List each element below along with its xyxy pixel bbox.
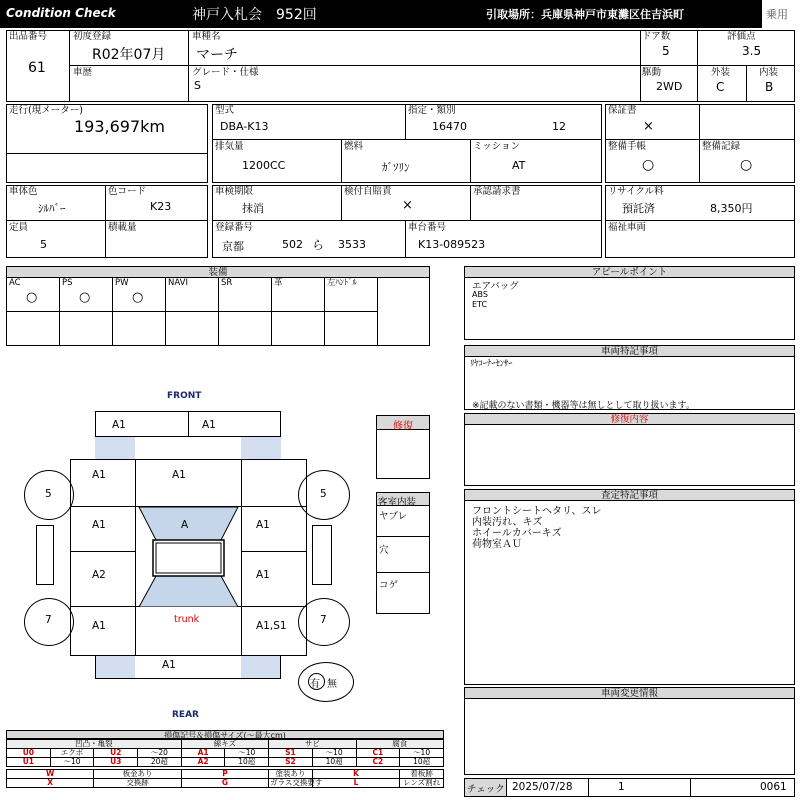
legend-code: C2 bbox=[356, 758, 400, 767]
appeal-line-3: ETC bbox=[472, 300, 488, 309]
capacity-value: 5 bbox=[40, 238, 47, 251]
displacement-value: 1200CC bbox=[242, 159, 286, 172]
score-value: 3.5 bbox=[742, 44, 762, 58]
car-name-value: マーチ bbox=[196, 47, 238, 63]
equipment-label: PS bbox=[62, 278, 73, 288]
grade-value: S bbox=[194, 79, 201, 92]
tire-front-right-value: 5 bbox=[320, 488, 327, 500]
equipment-label: 革 bbox=[274, 278, 283, 288]
equipment-cell-lower bbox=[324, 311, 378, 346]
special-text: ﾘﾔｺｰﾅｰｾﾝｻｰ bbox=[470, 359, 513, 369]
transmission-label: ミッション bbox=[473, 141, 521, 152]
interior-item-hole: 穴 bbox=[379, 545, 389, 556]
legend-desc: 塗装あり bbox=[269, 770, 313, 779]
special-title: 車両特記事項 bbox=[465, 346, 794, 357]
legend-group-scratch: 線キズ bbox=[181, 740, 268, 749]
interior-label: 内装 bbox=[759, 67, 779, 78]
rear-door-right-code: A1 bbox=[256, 569, 270, 581]
legend-code: U0 bbox=[7, 749, 51, 758]
color-label: 車体色 bbox=[9, 186, 38, 197]
appeal-title: アピールポイント bbox=[465, 267, 794, 278]
manual-value: ○ bbox=[642, 157, 655, 173]
equipment-label: AC bbox=[9, 278, 21, 288]
legend-desc: ～10 bbox=[225, 749, 269, 758]
appeal-line-2: ABS bbox=[472, 290, 488, 299]
tire-front-left-value: 5 bbox=[45, 488, 52, 500]
equipment-mark: ○ bbox=[132, 290, 144, 305]
check-num: 1 bbox=[618, 781, 625, 793]
legend-code: S2 bbox=[269, 758, 313, 767]
inspection-label: 車検期限 bbox=[215, 186, 254, 197]
equipment-title: 装備 bbox=[7, 267, 429, 278]
exterior-value: C bbox=[716, 80, 725, 94]
cabin-drawing bbox=[135, 506, 242, 607]
first-reg-label: 初度登録 bbox=[73, 31, 112, 42]
legend-code: U1 bbox=[7, 758, 51, 767]
windshield-code: A bbox=[181, 519, 189, 531]
color-code-label: 色コード bbox=[108, 186, 147, 197]
check-date: 2025/07/28 bbox=[512, 781, 573, 793]
windshield-shape bbox=[139, 507, 238, 540]
interior-value: B bbox=[765, 80, 774, 94]
legend-desc: ～10 bbox=[50, 758, 94, 767]
maint-label: 整備記録 bbox=[702, 141, 741, 152]
legend-group-rust: サビ bbox=[269, 740, 356, 749]
legend-desc: ガラス交換要す bbox=[270, 778, 323, 787]
roof-inner-shape bbox=[156, 543, 221, 573]
designation-value-1: 16470 bbox=[432, 120, 467, 133]
grade-label: グレード・仕様 bbox=[192, 67, 259, 78]
warranty-extra-cell bbox=[699, 104, 795, 140]
mileage-note-cell bbox=[6, 153, 208, 183]
interior-item-burn: コゲ bbox=[379, 580, 399, 591]
check-code: 0061 bbox=[760, 781, 787, 793]
recycle-status: 預託済 bbox=[622, 202, 655, 215]
auction-name: 神戸入札会 952回 bbox=[192, 7, 317, 23]
rear-bumper bbox=[95, 655, 281, 679]
recycle-fee: 8,350円 bbox=[710, 202, 753, 215]
change-panel bbox=[464, 687, 795, 775]
rear-label: REAR bbox=[172, 710, 199, 720]
score-label: 評価点 bbox=[727, 31, 756, 42]
first-reg-value: R02年07月 bbox=[92, 47, 166, 63]
model-value: DBA-K13 bbox=[220, 120, 269, 133]
car-name-cell bbox=[188, 30, 641, 66]
equipment-cell-lower bbox=[59, 311, 113, 346]
hood-code: A1 bbox=[172, 469, 186, 481]
doors-label: ドア数 bbox=[642, 31, 671, 42]
designation-label: 指定・類別 bbox=[408, 105, 456, 116]
plate-number: 3533 bbox=[338, 238, 366, 251]
legend-desc: 20超 bbox=[138, 758, 182, 767]
car-name-label: 車種名 bbox=[192, 31, 221, 42]
equipment-cell-lower bbox=[271, 311, 325, 346]
fuel-label: 燃料 bbox=[344, 141, 364, 152]
legend-desc: 10超 bbox=[225, 758, 269, 767]
repair-label: 修復 bbox=[393, 421, 413, 432]
legend-code: C1 bbox=[356, 749, 400, 758]
front-bumper-right-code: A1 bbox=[202, 419, 216, 431]
history-label: 車歴 bbox=[73, 67, 93, 78]
front-bumper-left bbox=[95, 411, 189, 437]
interior-item-tear: ヤブレ bbox=[379, 511, 408, 522]
legend-desc: 交換跡 bbox=[94, 779, 181, 788]
spare-tire-no: 無 bbox=[327, 679, 337, 690]
mileage-label: 走行(現メーター) bbox=[9, 105, 83, 116]
front-door-right bbox=[241, 506, 307, 552]
legend-group-corrosion: 腐食 bbox=[356, 740, 444, 749]
inspector-line-3: ホイールカバーキズ bbox=[472, 528, 562, 539]
legend-code: U3 bbox=[94, 758, 138, 767]
change-title: 車両変更情報 bbox=[465, 688, 794, 699]
model-label: 型式 bbox=[215, 105, 235, 116]
recycle-label: リサイクル料 bbox=[608, 186, 664, 197]
equipment-mark: ○ bbox=[79, 290, 91, 305]
equipment-label: 左ﾊﾝﾄﾞﾙ bbox=[327, 278, 357, 288]
plate-kana: ら bbox=[312, 238, 325, 252]
legend-desc: 10超 bbox=[312, 758, 356, 767]
trunk-label: trunk bbox=[174, 614, 200, 625]
legend-desc: 着板跡 bbox=[400, 770, 444, 779]
appeal-line-1: エアバッグ bbox=[472, 281, 519, 292]
legend-code: S1 bbox=[269, 749, 313, 758]
mileage-value: 193,697km bbox=[74, 117, 166, 136]
load-label: 積載量 bbox=[108, 222, 137, 233]
front-door-left-code: A1 bbox=[92, 519, 106, 531]
check-label: チェック bbox=[467, 784, 505, 795]
legend-code: U2 bbox=[94, 749, 138, 758]
quarter-left-code: A1 bbox=[92, 620, 106, 632]
legend-desc: ～20 bbox=[138, 749, 182, 758]
vehicle-category: 乗用 bbox=[766, 8, 788, 21]
equipment-label: SR bbox=[221, 278, 233, 288]
hood-panel bbox=[135, 459, 242, 507]
capacity-label: 定員 bbox=[9, 222, 29, 233]
legend-code: K bbox=[312, 770, 399, 779]
plate-label: 登録番号 bbox=[215, 222, 254, 233]
inspector-line-2: 内装汚れ、キズ bbox=[472, 517, 543, 528]
legend-desc: エクボ bbox=[50, 749, 94, 758]
chassis-value: K13-089523 bbox=[418, 238, 486, 251]
interior-divider-2 bbox=[377, 572, 429, 573]
drive-value: 2WD bbox=[656, 80, 683, 93]
repair-content-title: 修復内容 bbox=[465, 414, 794, 425]
special-note: ※記載のない書類・機器等は無しとして取り扱います。 bbox=[472, 401, 695, 411]
front-fender-left bbox=[70, 459, 136, 507]
interior-divider-1 bbox=[377, 536, 429, 537]
interior-title: 客室内装 bbox=[378, 497, 417, 508]
rear-door-right bbox=[241, 551, 307, 607]
warranty-value: × bbox=[643, 119, 654, 134]
spare-tire-yes: 有 bbox=[310, 679, 320, 690]
chassis-label: 車台番号 bbox=[408, 222, 447, 233]
mirror-right bbox=[312, 525, 332, 585]
insurance-label: 検付自賠責 bbox=[344, 186, 392, 197]
legend-title: 損傷記号＆損傷サイズ(～最大cm) bbox=[6, 730, 444, 739]
equipment-cell-lower bbox=[112, 311, 166, 346]
color-value: ｼﾙﾊﾞｰ bbox=[38, 202, 66, 215]
front-bumper-left-code: A1 bbox=[112, 419, 126, 431]
equipment-mark: ○ bbox=[26, 290, 38, 305]
check-divider-2 bbox=[690, 779, 691, 796]
inspection-value: 抹消 bbox=[242, 202, 264, 215]
plate-area: 京都 bbox=[222, 240, 244, 253]
color-code-value: K23 bbox=[150, 200, 172, 213]
legend-desc: ～10 bbox=[400, 749, 444, 758]
equipment-cell-lower bbox=[6, 311, 60, 346]
legend-code: W bbox=[7, 770, 94, 779]
doors-value: 5 bbox=[662, 44, 670, 58]
legend-desc: ～10 bbox=[312, 749, 356, 758]
equipment-cell-lower bbox=[165, 311, 219, 346]
equipment-cell-lower bbox=[218, 311, 272, 346]
exterior-label: 外装 bbox=[711, 67, 731, 78]
pickup-location: 引取場所：兵庫県神戸市東灘区住吉浜町 bbox=[486, 8, 684, 21]
maint-value: ○ bbox=[740, 157, 753, 173]
designation-value-2: 12 bbox=[552, 120, 566, 133]
mirror-left bbox=[36, 525, 54, 585]
fuel-value: ｶﾞｿﾘﾝ bbox=[382, 161, 410, 174]
legend-code: X bbox=[7, 779, 94, 788]
inspector-line-1: フロントシートヘタリ、スレ bbox=[472, 506, 602, 517]
warranty-label: 保証書 bbox=[608, 105, 637, 116]
plate-class: 502 bbox=[282, 238, 303, 251]
equipment-label: PW bbox=[115, 278, 129, 288]
front-corner-left bbox=[95, 436, 135, 460]
displacement-label: 排気量 bbox=[215, 141, 244, 152]
inspector-line-4: 荷物室ＡＵ bbox=[472, 539, 522, 550]
tire-rear-left-value: 7 bbox=[45, 614, 52, 626]
legend-code: A1 bbox=[181, 749, 225, 758]
front-fender-right bbox=[241, 459, 307, 507]
legend-desc: 10超 bbox=[400, 758, 444, 767]
legend-desc: レンズ割れ bbox=[400, 779, 444, 788]
front-corner-right bbox=[241, 436, 281, 460]
insurance-value: × bbox=[402, 198, 413, 213]
header-title-en: Condition Check bbox=[6, 6, 116, 20]
rear-bumper-code: A1 bbox=[162, 659, 176, 671]
equipment-label: NAVI bbox=[168, 278, 188, 288]
front-label: FRONT bbox=[167, 391, 202, 401]
front-fender-left-code: A1 bbox=[92, 469, 106, 481]
manual-label: 整備手帳 bbox=[608, 141, 647, 152]
front-door-right-code: A1 bbox=[256, 519, 270, 531]
legend-code: G bbox=[181, 779, 268, 788]
welfare-label: 福祉車両 bbox=[608, 222, 647, 233]
check-divider-1 bbox=[588, 779, 589, 796]
quarter-right-code: A1,S1 bbox=[256, 620, 287, 632]
legend-desc: 板金あり bbox=[94, 770, 181, 779]
legend-table bbox=[6, 739, 444, 788]
rear-door-left-code: A2 bbox=[92, 569, 106, 581]
legend-group-dent: 凹凸・亀裂 bbox=[7, 740, 182, 749]
rear-glass-shape bbox=[139, 576, 238, 607]
legend-code: L bbox=[312, 779, 399, 788]
lot-number: 61 bbox=[28, 60, 46, 76]
lot-label: 出品番号 bbox=[9, 31, 48, 42]
approval-label: 承認請求書 bbox=[473, 186, 521, 197]
legend-code: P bbox=[181, 770, 268, 779]
transmission-value: AT bbox=[512, 159, 526, 172]
legend-code: A2 bbox=[181, 758, 225, 767]
spare-tire bbox=[298, 662, 354, 702]
tire-rear-right-value: 7 bbox=[320, 614, 327, 626]
inspector-title: 査定特記事項 bbox=[465, 490, 794, 501]
drive-label: 駆動 bbox=[642, 67, 662, 78]
